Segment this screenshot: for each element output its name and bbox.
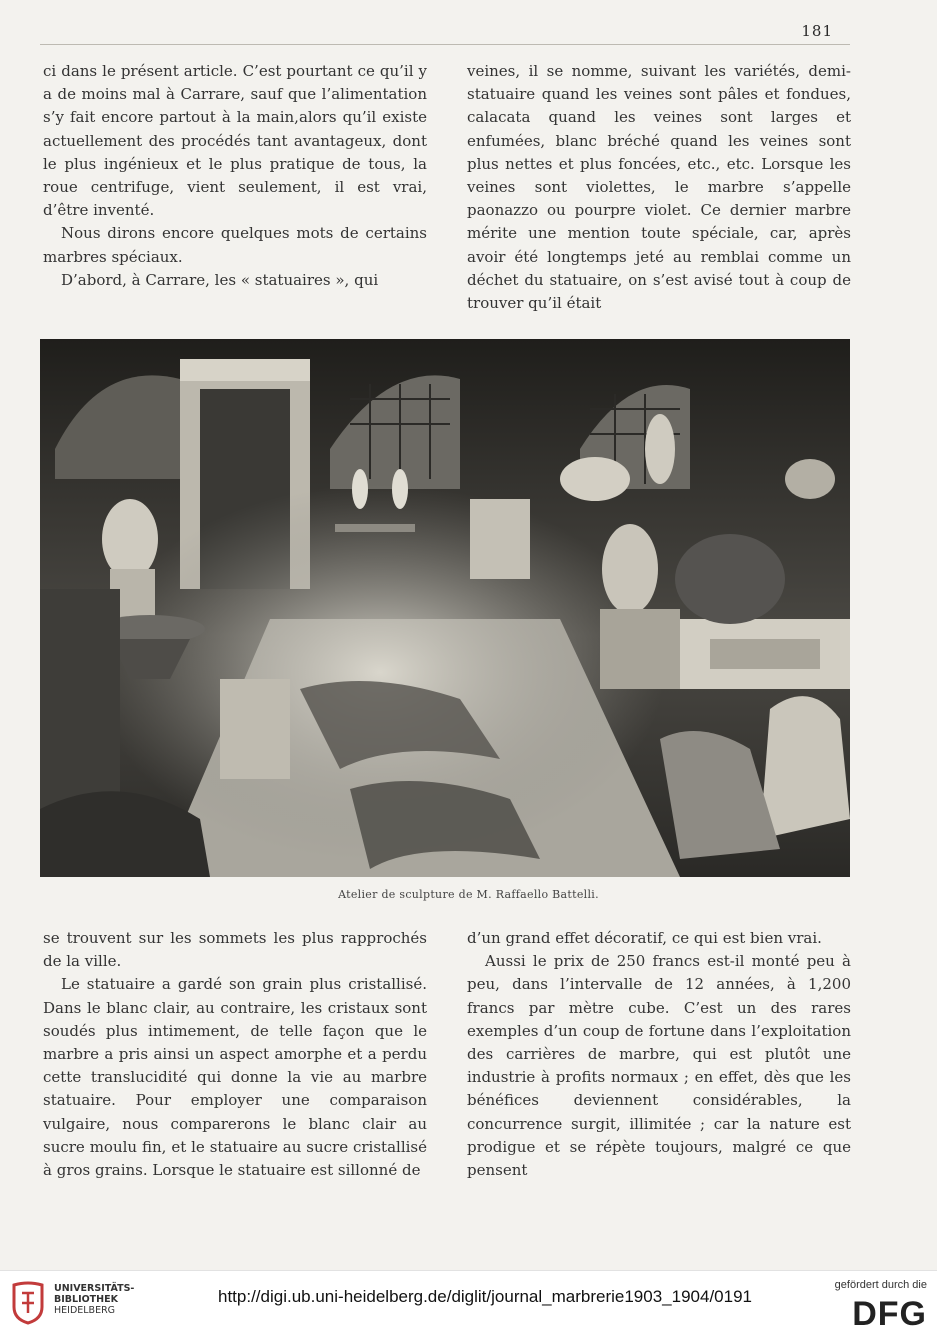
paragraph: veines, il se nomme, suivant les variétés, demi-statuaire quand les veines sont pâles et fondues, calacata quand les veines sont larges et enfumées, blanc bréché quand les veines sont plus nettes et plus foncées, etc., etc. Lorsque les veines sont violettes, le marbre s’appelle paonazzo ou pourpre violet. Ce dernier marbre mérite une mention toute spéciale, car, après avoir été longtemps jeté au remblai comme un déchet du statuaire, on s’est avisé tout à coup de trouver qu’il était <box>467 62 851 313</box>
paragraph: D’abord, à Carrare, les « statuaires », qui <box>61 270 379 289</box>
paragraph: Le statuaire a gardé son grain plus cristallisé. Dans le blanc clair, au contraire, les cristaux sont soudés plus intimement, de telle façon que le marbre a pris ainsi un aspect amorphe et a perdu cette translucidité qui donne la vie au marbre statuaire. Pour employer une comparaison vulgaire, nous comparerons le blanc clair au sucre moulu fin, et le statuaire au sucre cristallisé à gros grains. Lorsque le statuaire est sillonné de <box>43 975 427 1180</box>
institution-name: UNIVERSITÄTS- BIBLIOTHEK HEIDELBERG <box>54 1283 135 1316</box>
source-url-link[interactable]: http://digi.ub.uni-heidelberg.de/diglit/journal_marbrerie1903_1904/0191 <box>218 1287 752 1306</box>
paragraph: ci dans le présent article. C’est pourtant ce qu’il y a de moins mal à Carrare, sauf que l’alimentation s’y fait encore partout à la main,alors qu’il existe actuellement des procédés tant avantageux, dont le plus ingénieux et le plus pratique de tous, la roue centrifuge, vient seulement, il est vrai, d’être inventé. <box>43 62 427 220</box>
column-top-left <box>43 60 427 292</box>
top-rule <box>40 44 850 45</box>
photograph <box>40 339 850 877</box>
column-bottom-right <box>467 927 851 1182</box>
paragraph: Nous dirons encore quelques mots de certains marbres spéciaux. <box>43 224 427 266</box>
university-seal-icon <box>8 1281 48 1325</box>
dfg-logo: DFG <box>852 1295 927 1333</box>
paragraph: Aussi le prix de 250 francs est-il monté peu à peu, dans l’intervalle de 12 années, à 1,200 francs par mètre cube. C’est un des rares exemples d’un coup de fortune dans l’exploitation des carrières de marbre, qui est plutôt une industrie à profits normaux ; en effet, dès que les bénéfices deviennent considérables, la concurrence surgit, illimitée ; car la nature est prodigue et se répète toujours, malgré ce que pensent <box>467 952 851 1180</box>
column-top-right <box>467 60 851 315</box>
footer-bar <box>0 1270 937 1339</box>
paragraph: se trouvent sur les sommets les plus rapprochés de la ville. <box>43 929 427 971</box>
column-bottom-left <box>43 927 427 1182</box>
paragraph: d’un grand effet décoratif, ce qui est bien vrai. <box>467 929 822 947</box>
funding-label: gefördert durch die <box>834 1279 927 1291</box>
figure-caption: Atelier de sculpture de M. Raffaello Battelli. <box>338 888 599 901</box>
page-number: 181 <box>801 22 833 40</box>
